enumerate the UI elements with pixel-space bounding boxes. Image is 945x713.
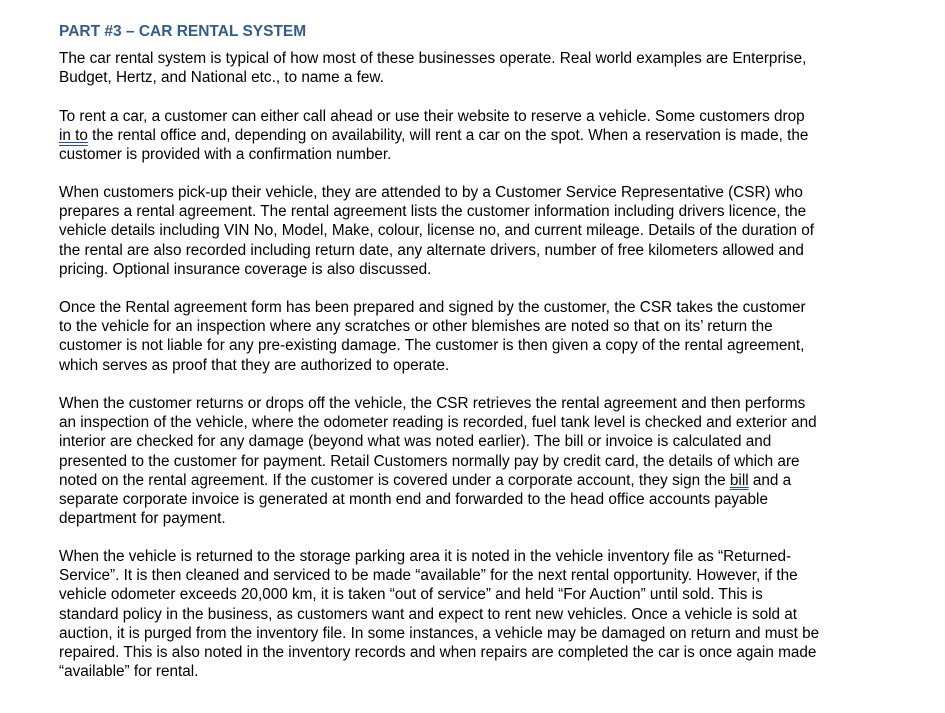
text-line-rest: the rental office and, depending on availability, will rent a car on the spot. When a reservation is made, the (87, 127, 809, 145)
paragraph-reservation (59, 107, 899, 165)
text-line: vehicle odometer exceeds 20,000 km, it is taken “out of service” and held “For Auction” until sold. This is (59, 586, 763, 604)
text-line-start: noted on the rental agreement. If the customer is covered under a corporate account, they sign the (59, 471, 730, 489)
text-line: When the customer returns or drops off the vehicle, the CSR retrieves the rental agreement and then performs (59, 395, 806, 412)
paragraph-return (59, 394, 899, 528)
text-line: Budget, Hertz, and National etc., to name a few. (59, 69, 384, 87)
text-line: To rent a car, a customer can either call ahead or use their website to reserve a vehicle. Some customers drop (59, 108, 805, 125)
text-line: Once the Rental agreement form has been prepared and signed by the customer, the CSR takes the customer (59, 299, 806, 316)
text-line: The car rental system is typical of how most of these businesses operate. Real world examples are Enterprise, (59, 50, 807, 67)
text-line (59, 126, 899, 145)
paragraph-inventory (59, 547, 899, 681)
text-line: customer is provided with a confirmation number. (59, 146, 392, 164)
grammar-flag-in-to: in to (59, 127, 88, 145)
text-line: pricing. Optional insurance coverage is also discussed. (59, 260, 432, 278)
text-line: When customers pick-up their vehicle, they are attended to by a Customer Service Representative (CSR) who (59, 184, 803, 201)
text-line: interior are checked for any damage (beyond what was noted earlier). The bill or invoice is calculated and (59, 433, 772, 451)
text-line: prepares a rental agreement. The rental agreement lists the customer information including drivers licence, the (59, 203, 807, 221)
paragraph-pickup (59, 183, 899, 279)
grammar-flag-bill: bill (729, 471, 749, 489)
text-line: standard policy in the business, as customers want and expect to rent new vehicles. Once a vehicle is sold at (59, 605, 798, 623)
text-line (59, 471, 899, 490)
text-line: customer is not liable for any pre-existing damage. The customer is then given a copy of the rental agreement, (59, 337, 805, 355)
text-line: vehicle details including VIN No, Model, Make, colour, license no, and current mileage. Details of the duration of (59, 222, 815, 240)
text-line: presented to the customer for payment. Retail Customers normally pay by credit card, the details of which are (59, 452, 800, 470)
text-line: the rental are also recorded including return date, any alternate drivers, number of free kilometers allowed and (59, 241, 804, 259)
text-line: Service”. It is then cleaned and serviced to be made “available” for the next rental opportunity. However, if the (59, 567, 798, 585)
text-line-rest: and a (748, 471, 792, 489)
text-line: repaired. This is also noted in the inventory records and when repairs are completed the car is once again made (59, 644, 817, 662)
text-line: auction, it is purged from the inventory file. In some instances, a vehicle may be damaged on return and must be (59, 624, 820, 642)
text-line: an inspection of the vehicle, where the odometer reading is recorded, fuel tank level is checked and exterior and (59, 414, 817, 432)
paragraph-intro (59, 49, 899, 87)
text-line: “available” for rental. (59, 663, 199, 681)
text-line: When the vehicle is returned to the storage parking area it is noted in the vehicle inventory file as “Returned- (59, 548, 792, 565)
paragraph-inspection (59, 298, 899, 375)
section-title: PART #3 – CAR RENTAL SYSTEM (59, 23, 307, 40)
text-line: separate corporate invoice is generated at month end and forwarded to the head office accounts payable (59, 491, 768, 509)
text-line: to the vehicle for an inspection where any scratches or other blemishes are noted so that on its’ return the (59, 318, 773, 336)
text-line: department for payment. (59, 510, 226, 528)
text-line: which serves as proof that they are authorized to operate. (59, 356, 450, 374)
